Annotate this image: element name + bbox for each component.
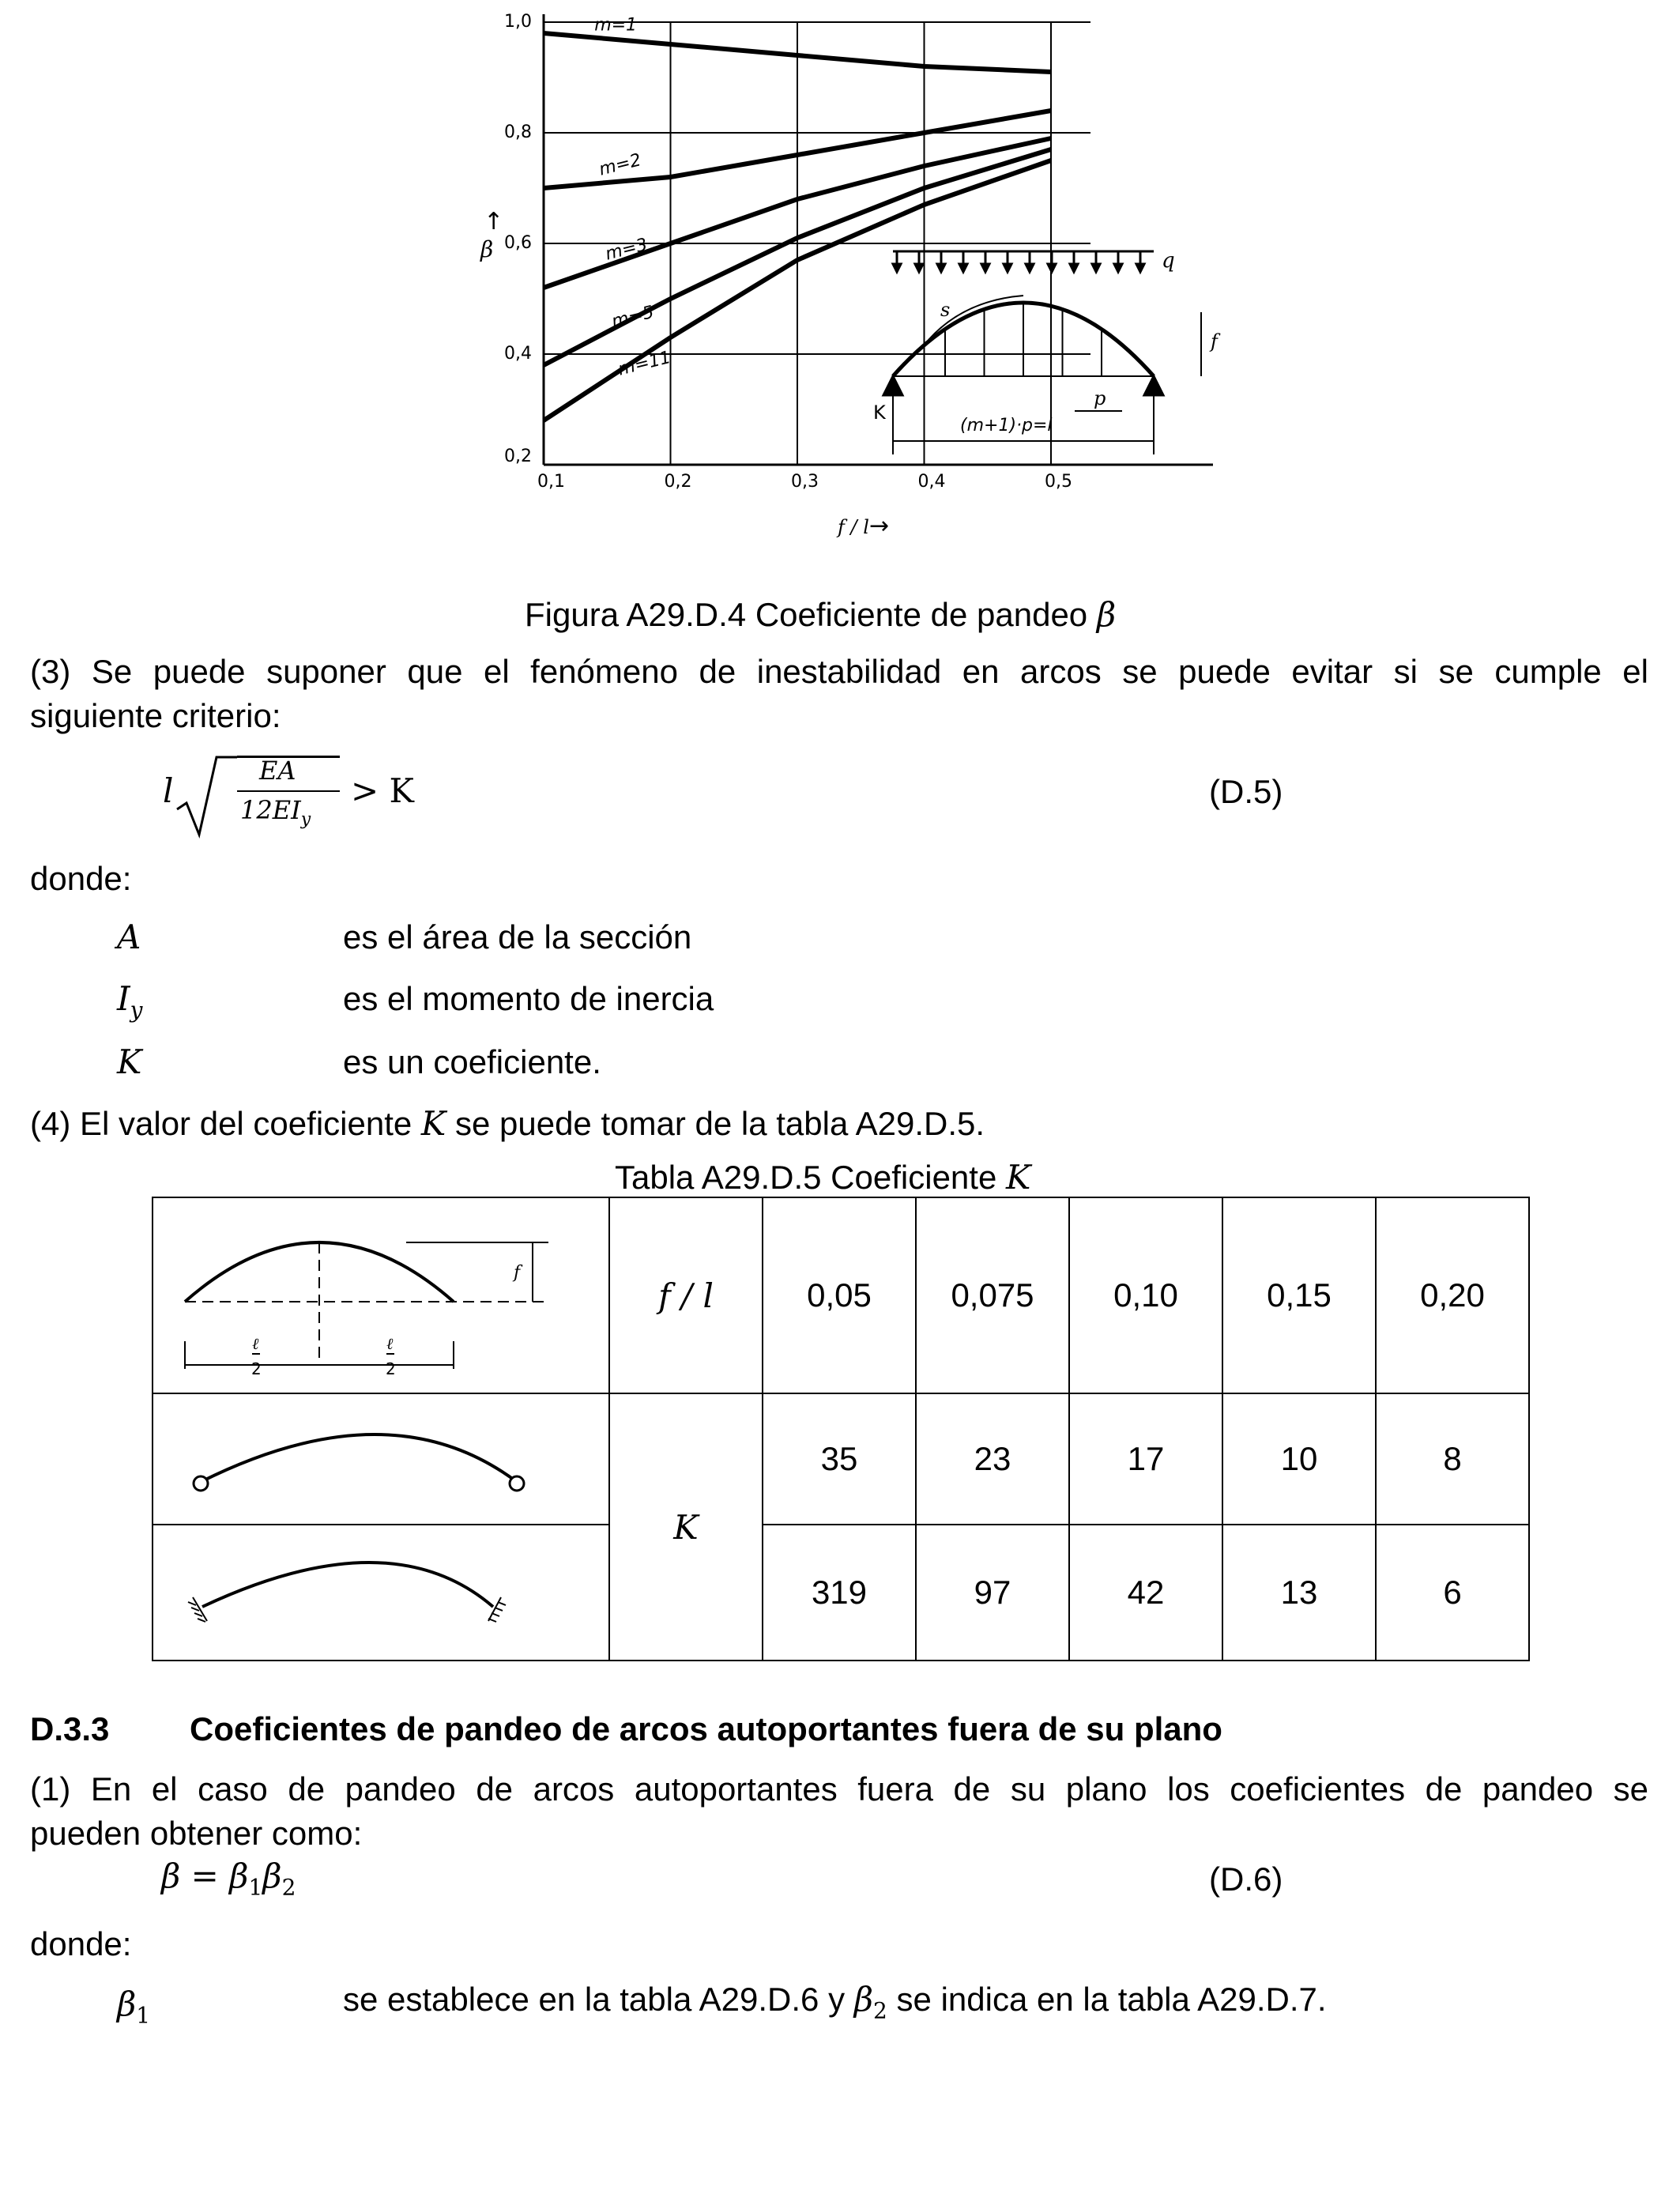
half-span-right: ℓ	[386, 1334, 394, 1353]
rise-label: f	[514, 1263, 521, 1283]
pinned-arch-icon-cell	[153, 1393, 609, 1525]
k-fixed-value: 319	[763, 1525, 916, 1661]
paragraph-1	[30, 1767, 1648, 1856]
figure-caption-text: Figura A29.D.4 Coeficiente de pandeo	[525, 596, 1088, 633]
buckling-coefficient-chart	[443, 0, 1233, 569]
x-axis-arrow: →	[869, 512, 890, 540]
y-tick-label: 1,0	[504, 12, 532, 32]
sqrt-symbol	[175, 752, 239, 839]
paragraph-1-line2: pueden obtener como:	[30, 1815, 363, 1852]
y-axis-arrow: ↑	[484, 208, 504, 236]
curve-label: m=2	[597, 150, 643, 180]
eq5-l: l	[163, 771, 174, 810]
inset-load-label: q	[1162, 249, 1175, 273]
paragraph-3-line2: siguiente criterio:	[30, 697, 281, 734]
figure-caption	[525, 594, 1116, 635]
fl-value: 0,075	[916, 1197, 1069, 1393]
arch-geometry-sketch	[153, 1199, 608, 1392]
arch-geometry-sketch-cell	[153, 1197, 609, 1393]
x-tick-label: 0,2	[664, 472, 692, 492]
curve-label: m=11	[616, 347, 673, 380]
def-desc-beta1: se establece en la tabla A29.D.6 y $\beta_2$ se indica en la tabla A29.D.7.	[343, 1980, 1327, 2024]
k-fixed-value: 13	[1222, 1525, 1376, 1661]
k-pinned-value: 23	[916, 1393, 1069, 1525]
donde-label-1: donde:	[30, 860, 132, 897]
paragraph-4: (4) El valor del coeficiente K se puede tomar de la tabla A29.D.5.	[30, 1104, 985, 1143]
def-sym-beta1: $\beta_1$	[117, 1985, 151, 2029]
right-support	[1144, 376, 1163, 395]
def-sym-K: K	[117, 1042, 142, 1081]
equation-d6: $\beta = \beta_1\beta_2$	[161, 1857, 296, 1901]
def-sym-Iy: $I_y$	[117, 979, 143, 1023]
donde-label-2: donde:	[30, 1925, 132, 1962]
left-support	[883, 376, 902, 395]
k-pinned-value: 35	[763, 1393, 916, 1525]
figure-caption-symbol: β	[1096, 595, 1117, 634]
table-caption: Tabla A29.D.5 Coeficiente K	[615, 1158, 1031, 1197]
table-row	[153, 1393, 1529, 1525]
fl-value: 0,05	[763, 1197, 916, 1393]
inset-support-label: K	[873, 401, 886, 424]
k-coefficient-table	[152, 1197, 1530, 1661]
equation-d5	[158, 751, 474, 838]
def-desc-K: es un coeficiente.	[343, 1043, 601, 1080]
x-axis-symbol: f / l	[838, 516, 869, 538]
x-tick-label: 0,4	[917, 472, 946, 492]
y-axis-symbol: β	[480, 236, 494, 262]
x-tick-label: 0,1	[537, 472, 565, 492]
eq5-denominator: $12EI_y$	[240, 795, 311, 830]
y-tick-label: 0,8	[504, 123, 532, 142]
def-sym-A: A	[117, 918, 141, 956]
x-tick-label: 0,3	[791, 472, 819, 492]
paragraph-3-line1: (3) Se puede suponer que el fenómeno de inestabilidad en arcos se puede evitar si se cumple el	[30, 653, 1648, 690]
half-span-right-den: 2	[386, 1359, 396, 1378]
inset-rise-label: f	[1211, 330, 1218, 352]
table-row	[153, 1197, 1529, 1393]
paragraph-1-line1: (1) En el caso de pandeo de arcos autoportantes fuera de su plano los coeficientes de pandeo se	[30, 1770, 1648, 1808]
k-label-cell: K	[609, 1393, 763, 1661]
k-pinned-value: 8	[1376, 1393, 1529, 1525]
paragraph-3	[30, 650, 1648, 738]
table-row	[153, 1525, 1529, 1661]
def-desc-Iy: es el momento de inercia	[343, 980, 714, 1017]
curve-label: m=1	[594, 15, 638, 36]
fl-value: 0,20	[1376, 1197, 1529, 1393]
eq5-ref: (D.5)	[1209, 773, 1283, 810]
x-tick-label: 0,5	[1045, 472, 1072, 492]
half-span-left: ℓ	[252, 1334, 259, 1353]
fixed-arch-icon	[153, 1526, 608, 1659]
k-pinned-value: 10	[1222, 1393, 1376, 1525]
k-fixed-value: 6	[1376, 1525, 1529, 1661]
y-tick-label: 0,4	[504, 344, 532, 364]
y-tick-label: 0,2	[504, 447, 532, 466]
section-number: D.3.3	[30, 1710, 110, 1747]
pinned-arch-icon	[153, 1395, 608, 1523]
k-pinned-value: 17	[1069, 1393, 1222, 1525]
eq5-gt: > K	[351, 771, 414, 810]
fraction-bar	[237, 790, 340, 792]
fl-value: 0,10	[1069, 1197, 1222, 1393]
section-title: Coeficientes de pandeo de arcos autoportantes fuera de su plano	[190, 1710, 1222, 1747]
y-tick-label: 0,6	[504, 233, 532, 253]
k-fixed-value: 97	[916, 1525, 1069, 1661]
half-span-left-den: 2	[251, 1359, 262, 1378]
load-arrows	[893, 251, 1144, 272]
fixed-arch-icon-cell	[153, 1525, 609, 1661]
inset-span-label: (m+1)·p=l	[960, 416, 1053, 435]
def-desc-A: es el área de la sección	[343, 918, 692, 956]
inset-panel-label: p	[1094, 387, 1106, 409]
k-fixed-value: 42	[1069, 1525, 1222, 1661]
eq6-ref: (D.6)	[1209, 1860, 1283, 1898]
curve-label: m=5	[609, 302, 657, 333]
inset-arclength-label: s	[940, 299, 951, 321]
fl-label-cell: f / l	[609, 1197, 763, 1393]
fl-value: 0,15	[1222, 1197, 1376, 1393]
curve-label: m=3	[603, 235, 650, 265]
eq5-numerator: EA	[259, 756, 296, 786]
